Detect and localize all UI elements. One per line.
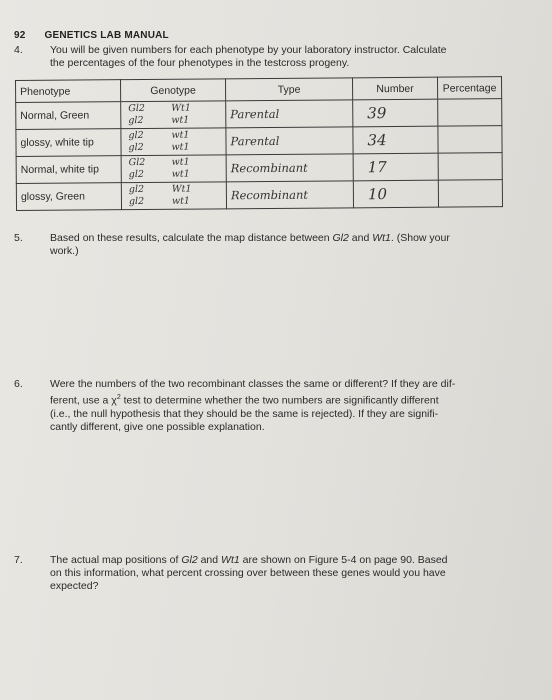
genotype-allele: wt1 [171,114,190,126]
question-6 [14,378,534,432]
table-row [16,99,502,130]
genotype-allele: Wt1 [171,183,192,195]
manual-title: GENETICS LAB MANUAL [44,30,169,41]
phenotype-cell: Normal, white tip [16,156,121,184]
genotype-allele: Gl2 [128,156,146,169]
question-5 [14,232,534,260]
question-text: Based on these results, calculate the map distance between Gl2 and Wt1. (Show your work.) [50,232,450,257]
page-number: 92 [14,30,26,41]
col-header-number: Number [352,77,437,100]
question-number: 4. [14,44,23,56]
genotype-allele: wt1 [171,141,190,153]
number-cell: 34 [353,126,438,154]
type-cell: Recombinant [226,154,353,182]
genotype-allele: wt1 [171,129,190,141]
table-row [16,153,502,184]
question-7 [14,554,534,596]
question-number: 7. [14,554,23,566]
gene-name: Gl2 [181,554,198,566]
type-cell: Parental [226,100,353,128]
genotype-allele: Gl2 [128,102,145,115]
type-cell: Recombinant [226,181,353,209]
question-text: You will be given numbers for each phenotype by your laboratory instructor. Calculate the percentages of the four phenotypes in the testcross progeny. [50,44,447,69]
genotype-allele: gl2 [128,114,144,127]
percentage-cell[interactable] [438,180,502,208]
page-header [14,30,169,41]
gene-name: Wt1 [372,232,391,244]
percentage-cell[interactable] [438,153,502,181]
question-4 [14,44,534,72]
genotype-allele: gl2 [128,195,145,208]
genotype-allele: wt1 [171,156,190,168]
col-header-genotype: Genotype [121,79,226,102]
gene-name: Wt1 [221,554,240,566]
phenotype-cell: glossy, white tip [16,129,121,157]
number-cell: 10 [353,180,438,208]
col-header-percentage: Percentage [437,77,501,100]
genotype-allele: Wt1 [171,102,191,114]
number-cell: 17 [353,153,438,181]
col-header-phenotype: Phenotype [16,80,121,103]
table-row [16,180,502,211]
phenotype-cell: glossy, Green [16,183,121,211]
genotype-allele: wt1 [171,195,190,207]
percentage-cell[interactable] [438,99,502,127]
gene-name: Gl2 [332,232,349,244]
question-number: 5. [14,232,23,244]
genotype-cell [121,155,226,183]
phenotype-table [15,76,503,211]
question-text: The actual map positions of Gl2 and Wt1 are shown on Figure 5-4 on page 90. Based on this information, what percent crossing over between these genes would you have expected? [50,554,448,592]
type-cell: Parental [226,127,353,155]
col-header-type: Type [225,78,352,101]
number-cell: 39 [353,99,438,127]
question-text: Were the numbers of the two recombinant classes the same or different? If they are dif- ferent, use a $\chi^2$ test to determine whether the two numbers are significantly different (i.e., the null hypothesis that they should be the same is rejected). If they are signifi- cantly different, give one possible explanation. [50,378,456,433]
genotype-allele: gl2 [128,183,145,196]
table-row [16,126,502,157]
genotype-allele: wt1 [171,168,190,180]
percentage-cell[interactable] [438,126,502,154]
phenotype-cell: Normal, Green [16,102,121,130]
genotype-allele: gl2 [128,141,144,154]
genotype-allele: gl2 [128,129,144,142]
question-number: 6. [14,378,23,390]
genotype-allele: gl2 [128,168,144,181]
genotype-cell [121,101,226,129]
genotype-cell [121,182,226,210]
genotype-cell [121,128,226,156]
